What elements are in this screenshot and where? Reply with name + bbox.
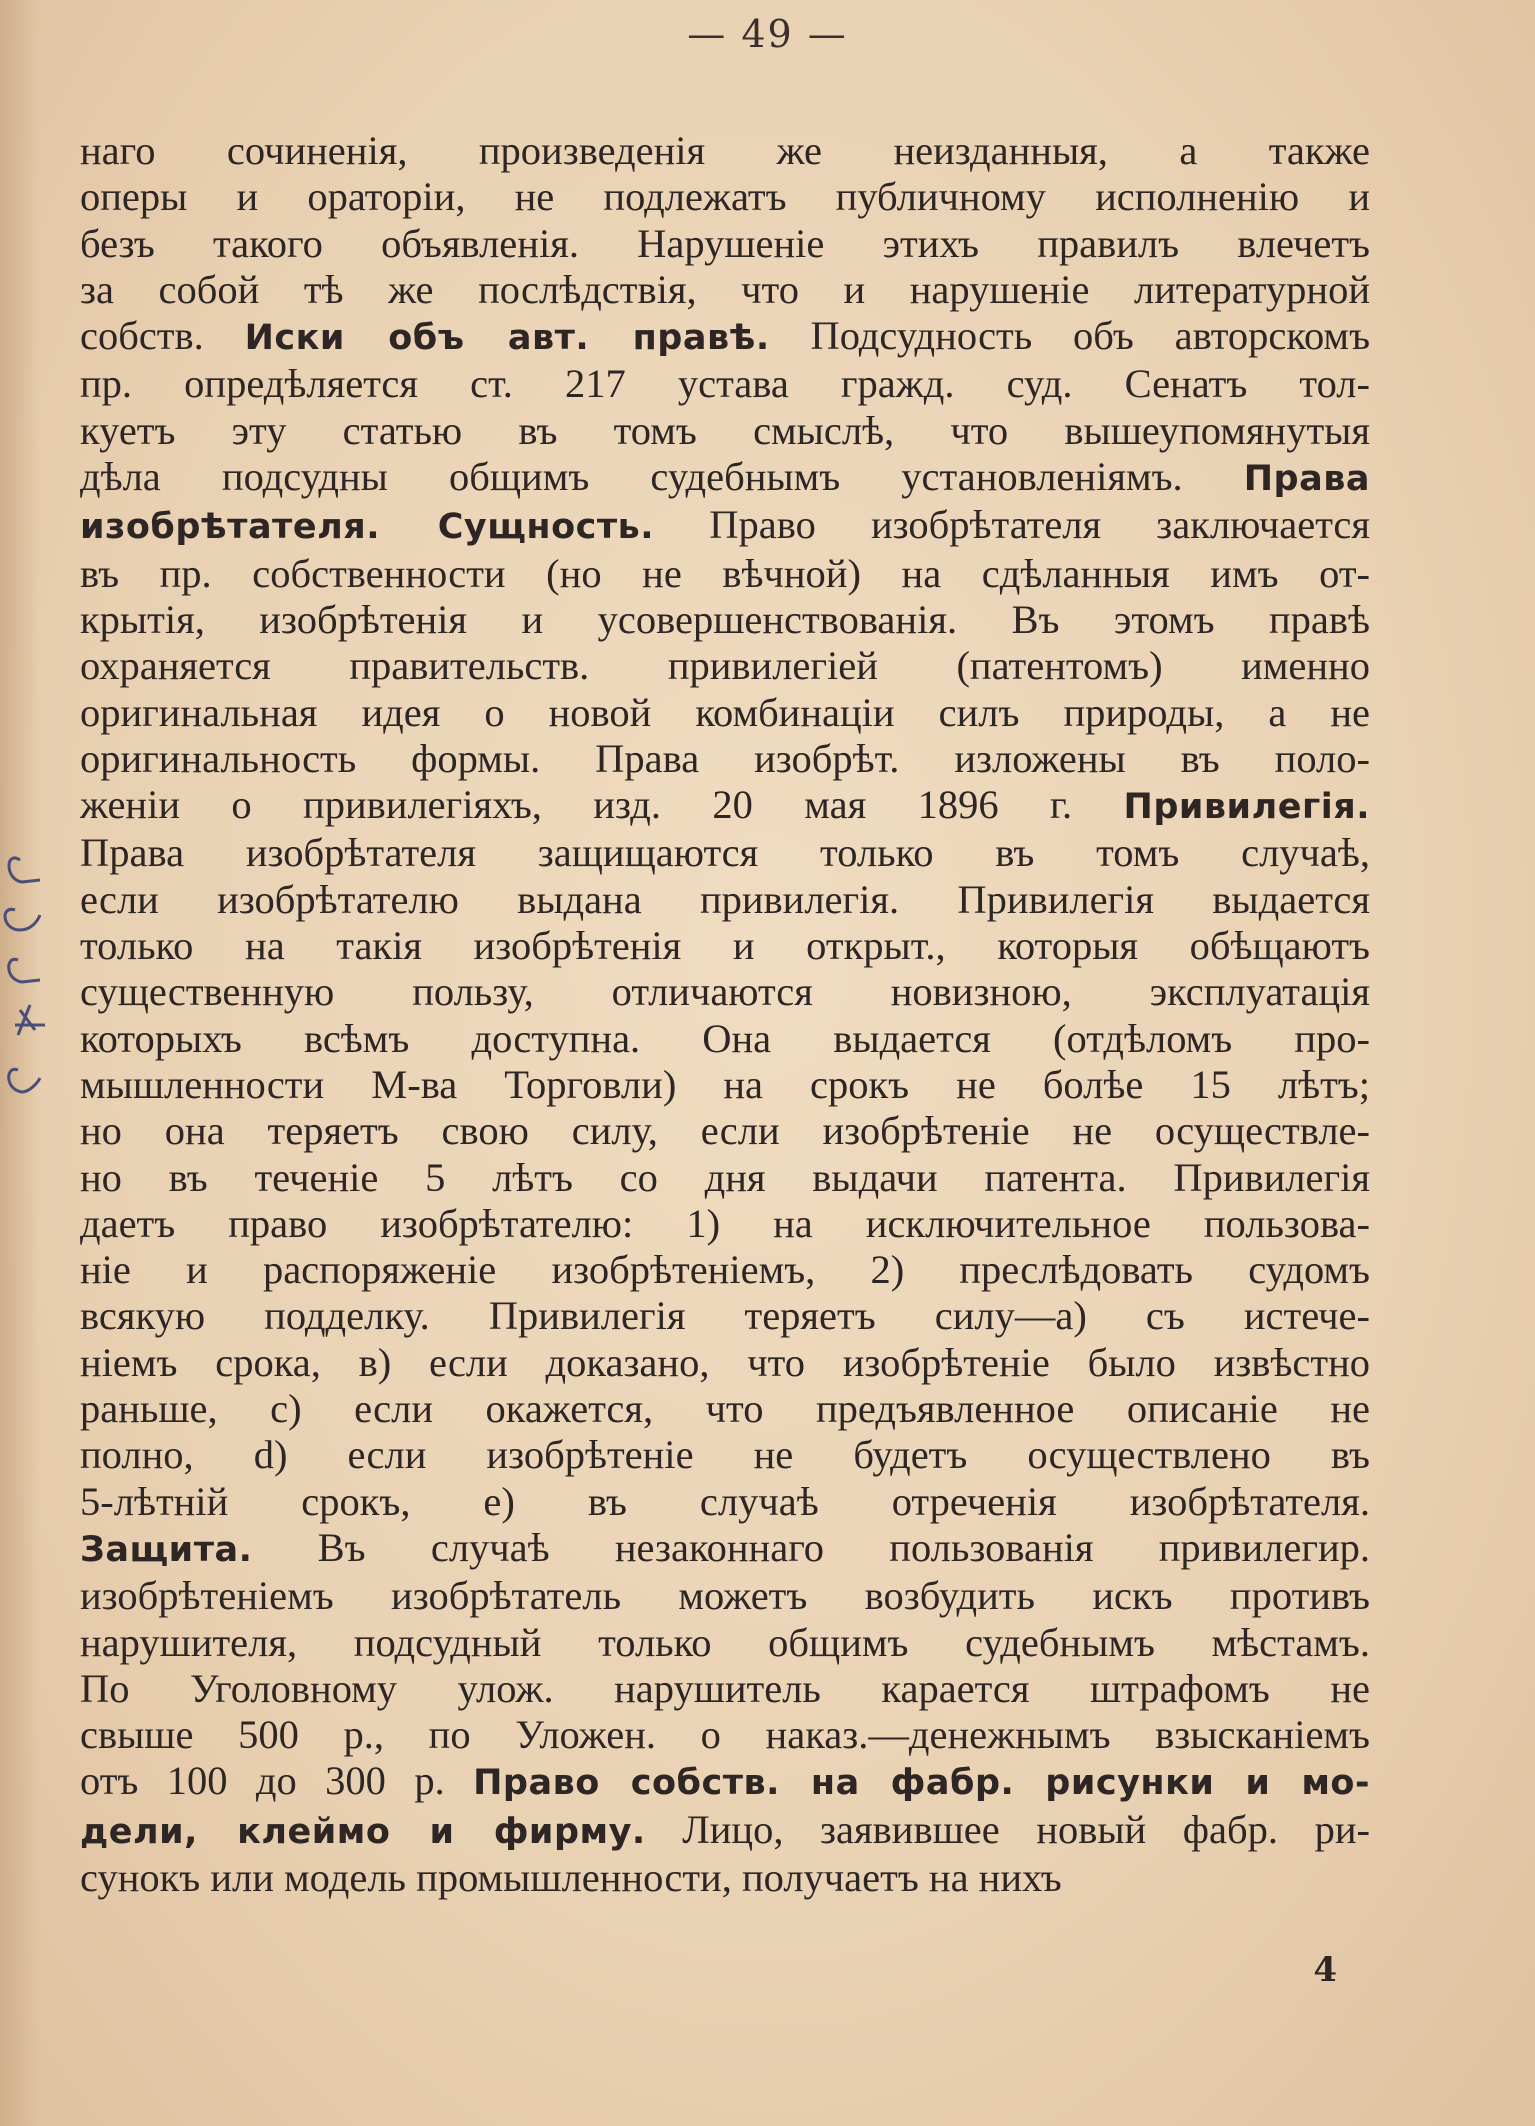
text-line [80, 1525, 1370, 1573]
text-line [80, 1293, 1370, 1339]
text-segment: оригинальная идея о новой комбинаціи силъ природы, а не [80, 689, 1370, 735]
bold-heading-text: Защита. [80, 1529, 253, 1570]
text-segment: крытія, изобрѣтенія и усовершенствованія. Въ этомъ правѣ [80, 596, 1370, 642]
text-line [80, 1340, 1370, 1386]
text-segment: сунокъ или модель промышленности, получаетъ на нихъ [80, 1854, 1062, 1900]
bold-heading-text: Право собств. на фабр. рисунки и мо- [473, 1763, 1370, 1804]
pencil-margin-marks [0, 820, 80, 1120]
text-line [80, 1108, 1370, 1154]
text-segment: существенную пользу, отличаются новизною, эксплуатація [80, 969, 1370, 1015]
text-segment: отъ 100 до 300 р. [80, 1758, 474, 1804]
text-segment: ніемъ срока, в) если доказано, что изобрѣтеніе было извѣстно [80, 1339, 1370, 1385]
bold-heading-text: изобрѣтателя. Сущность. [80, 507, 655, 548]
text-segment: за собой тѣ же послѣдствія, что и нарушеніе литературной [80, 266, 1370, 312]
text-line [80, 221, 1370, 267]
text-line [80, 1620, 1370, 1666]
text-line [80, 128, 1370, 174]
text-segment: полно, d) если изобрѣтеніе не будетъ осуществлено въ [80, 1432, 1370, 1478]
text-line [80, 690, 1370, 736]
text-line [80, 830, 1370, 876]
text-line [80, 267, 1370, 313]
text-segment: По Уголовному улож. нарушитель карается штрафомъ не [80, 1665, 1370, 1711]
text-segment: но въ теченіе 5 лѣтъ со дня выдачи патента. Привилегія [80, 1154, 1370, 1200]
text-line [80, 1062, 1370, 1108]
text-line [80, 551, 1370, 597]
text-segment: только на такія изобрѣтенія и открыт., которыя обѣщаютъ [80, 923, 1370, 969]
text-line [80, 1155, 1370, 1201]
bold-heading-text: Права [1243, 459, 1370, 500]
text-line [80, 1247, 1370, 1293]
text-segment: собств. [80, 313, 245, 359]
text-line [80, 502, 1370, 550]
text-segment: охраняется правительств. привилегіей (патентомъ) именно [80, 643, 1370, 689]
text-segment: безъ такого объявленія. Нарушеніе этихъ правилъ влечетъ [80, 220, 1370, 266]
text-line [80, 1666, 1370, 1712]
text-line [80, 643, 1370, 689]
text-line [80, 782, 1370, 830]
text-segment: раньше, с) если окажется, что предъявленное описаніе не [80, 1386, 1370, 1432]
text-line [80, 1712, 1370, 1758]
text-line [80, 1386, 1370, 1432]
text-segment: въ пр. собственности (но не вѣчной) на сдѣланныя имъ от- [80, 550, 1370, 596]
text-line [80, 408, 1370, 454]
text-segment: женіи о привилегіяхъ, изд. 20 мая 1896 г. [80, 782, 1124, 828]
text-segment: изобрѣтеніемъ изобрѣтатель можетъ возбудить искъ противъ [80, 1573, 1370, 1619]
text-line [80, 1432, 1370, 1478]
text-segment: даетъ право изобрѣтателю: 1) на исключительное пользова- [80, 1200, 1370, 1246]
text-segment: но она теряетъ свою силу, если изобрѣтеніе не осуществле- [80, 1108, 1370, 1154]
bold-heading-text: Иски объ авт. правѣ. [244, 318, 770, 359]
signature-mark-number: 4 [1313, 1950, 1337, 1990]
text-segment: Лицо, заявившее новый фабр. ри- [645, 1806, 1370, 1852]
text-segment: Подсудность объ авторскомъ [769, 313, 1370, 359]
text-line [80, 597, 1370, 643]
text-segment: оперы и ораторіи, не подлежатъ публичному исполненію и [80, 174, 1370, 220]
text-line [80, 923, 1370, 969]
page-body-text [80, 128, 1370, 1901]
text-line [80, 313, 1370, 361]
text-segment: ніе и распоряженіе изобрѣтеніемъ, 2) преслѣдовать судомъ [80, 1247, 1370, 1293]
text-line [80, 1758, 1370, 1806]
text-segment: оригинальность формы. Права изобрѣт. изложены въ поло- [80, 735, 1370, 781]
text-segment: Права изобрѣтателя защищаются только въ томъ случаѣ, [80, 830, 1370, 876]
text-line [80, 1573, 1370, 1619]
text-segment: 5-лѣтній срокъ, е) въ случаѣ отреченія изобрѣтателя. [80, 1478, 1370, 1524]
text-line [80, 1201, 1370, 1247]
text-line [80, 174, 1370, 220]
text-segment: всякую подделку. Привилегія теряетъ силу—а) съ истече- [80, 1293, 1370, 1339]
text-line [80, 877, 1370, 923]
text-segment: дѣла подсудны общимъ судебнымъ установленіямъ. [80, 454, 1244, 500]
text-segment: куетъ эту статью въ томъ смыслѣ, что вышеупомянутыя [80, 407, 1370, 453]
text-segment: наго сочиненія, произведенія же неизданныя, а также [80, 128, 1370, 173]
text-line [80, 1807, 1370, 1855]
bold-heading-text: Привилегія. [1123, 787, 1370, 828]
page-header-number: — 49 — [687, 12, 848, 56]
text-segment: нарушителя, подсудный только общимъ судебнымъ мѣстамъ. [80, 1619, 1370, 1665]
text-line [80, 361, 1370, 407]
text-segment: Въ случаѣ незаконнаго пользованія привилегир. [252, 1524, 1370, 1570]
text-segment: пр. опредѣляется ст. 217 устава гражд. суд. Сенатъ тол- [80, 361, 1370, 407]
text-line [80, 454, 1370, 502]
text-segment: если изобрѣтателю выдана привилегія. Привилегія выдается [80, 876, 1370, 922]
text-line [80, 969, 1370, 1015]
text-segment: Право изобрѣтателя заключается [654, 502, 1370, 548]
text-line [80, 1479, 1370, 1525]
text-line [80, 1016, 1370, 1062]
text-segment: которыхъ всѣмъ доступна. Она выдается (отдѣломъ про- [80, 1015, 1370, 1061]
text-line [80, 736, 1370, 782]
text-segment: свыше 500 р., по Уложен. о наказ.—денежнымъ взысканіемъ [80, 1712, 1370, 1758]
text-line [80, 1855, 1370, 1901]
text-segment: мышленности М-ва Торговли) на срокъ не болѣе 15 лѣтъ; [80, 1061, 1370, 1107]
bold-heading-text: дели, клеймо и фирму. [80, 1811, 646, 1852]
